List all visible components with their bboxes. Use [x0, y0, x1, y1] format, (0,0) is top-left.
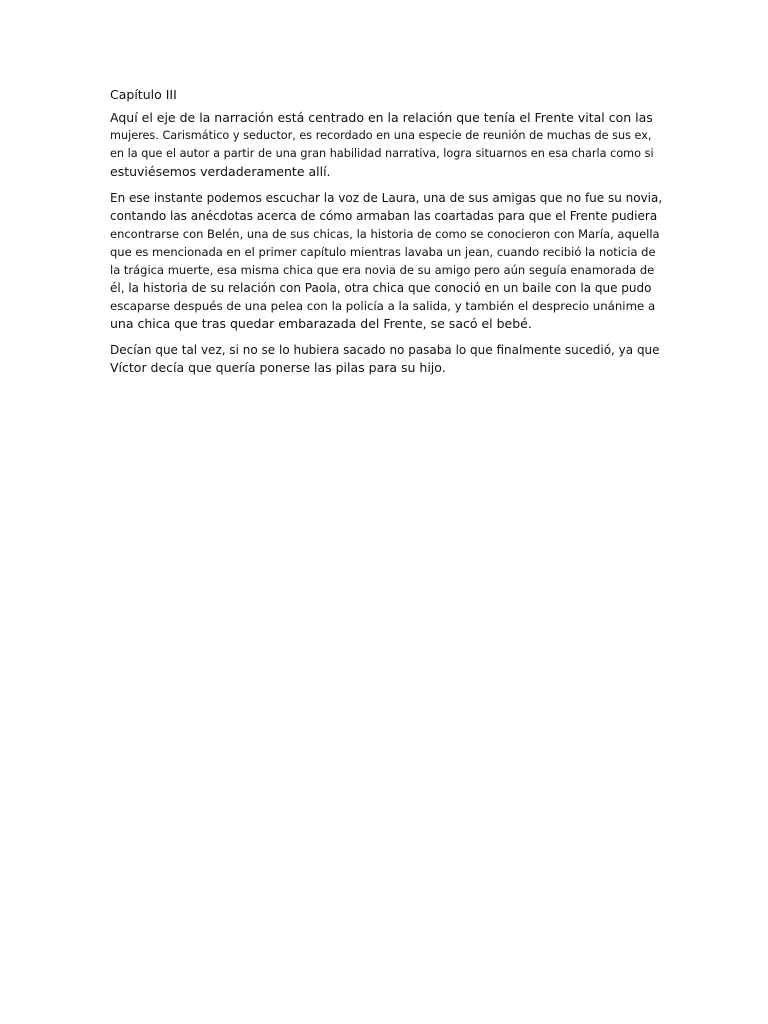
paragraph-line: encontrarse con Belén, una de sus chicas, la historia de como se conocieron con María, aquella — [110, 227, 660, 241]
chapter-heading: Capítulo III — [110, 87, 177, 102]
paragraph-line: En ese instante podemos escuchar la voz de Laura, una de sus amigas que no fue su novia, — [110, 191, 663, 205]
paragraph-line: Aquí el eje de la narración está centrado en la relación que tenía el Frente vital con las — [110, 110, 653, 125]
paragraph-3 — [110, 341, 662, 377]
document-page — [110, 86, 662, 385]
paragraph-line: mujeres. Carismático y seductor, es recordado en una especie de reunión de muchas de sus ex, — [110, 129, 652, 142]
paragraph-line: que es mencionada en el primer capítulo mientras lavaba un jean, cuando recibió la noticia de — [110, 245, 656, 259]
paragraph-line: una chica que tras quedar embarazada del Frente, se sacó el bebé. — [110, 316, 532, 331]
paragraph-line: Víctor decía que quería ponerse las pilas para su hijo. — [110, 360, 446, 375]
paragraph-1 — [110, 109, 662, 181]
paragraph-line: él, la historia de su relación con Paola, otra chica que conoció en un baile con la que pudo — [110, 281, 652, 295]
paragraph-line: Decían que tal vez, si no se lo hubiera sacado no pasaba lo que finalmente sucedió, ya que — [110, 343, 660, 357]
paragraph-line: escaparse después de una pelea con la policía a la salida, y también el desprecio unánime a — [110, 299, 656, 313]
paragraph-line: en la que el autor a partir de una gran habilidad narrativa, logra situarnos en esa charla como si — [110, 147, 654, 160]
paragraph-line: estuviésemos verdaderamente allí. — [110, 164, 331, 179]
paragraph-line: contando las anécdotas acerca de cómo armaban las coartadas para que el Frente pudiera — [110, 209, 658, 223]
paragraph-line: la trágica muerte, esa misma chica que era novia de su amigo pero aún seguía enamorada de — [110, 263, 655, 277]
paragraph-2 — [110, 189, 662, 333]
